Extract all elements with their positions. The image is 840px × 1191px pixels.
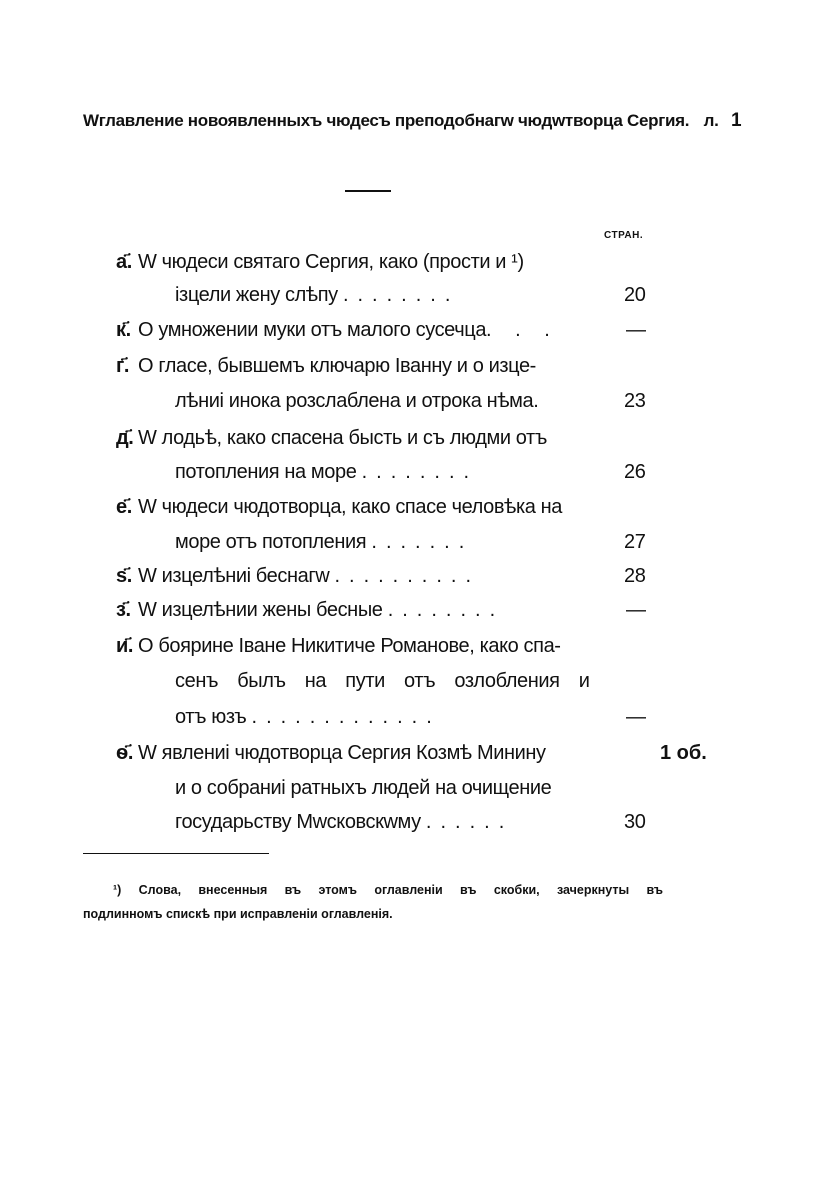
entry-line: море отъ потопления	[175, 531, 367, 553]
entry-page: 27	[624, 531, 646, 553]
footnote-marker: ¹)	[113, 883, 122, 897]
entry-page: 26	[624, 461, 646, 483]
footnote-rule	[83, 853, 269, 854]
footnote-line-2: подлинномъ спискѣ при исправленіи оглавленія.	[83, 907, 393, 921]
dot-leader: ........	[387, 599, 505, 621]
leaf-number: 1	[730, 110, 742, 131]
footnote-text: Слова, внесенныя въ этомъ оглавленіи въ скобки, зачеркнуты въ	[138, 883, 663, 897]
entry-line-with-leader	[175, 810, 513, 834]
header-title: Wглавление новоявленныхъ чюдесъ преподобнагw чюдwтворца Сергия.	[83, 111, 690, 130]
entry-number: ѳ҃.	[116, 742, 133, 764]
footnote-line-1	[83, 878, 663, 902]
entry-line-with-leader	[138, 598, 504, 622]
entry-number: а҃.	[116, 251, 132, 273]
entry-line: О боярине Іване Никитиче Романове, како спа-	[138, 635, 561, 657]
entry-line: и о собраниі ратныхъ людей на очищение	[175, 777, 552, 799]
entry-line: О гласе, бывшемъ ключарю Іванну и о изце-	[138, 355, 536, 377]
entry-number: з҃.	[116, 599, 131, 621]
entry-number: и҃.	[116, 635, 134, 657]
page-column-label: СТРАН.	[604, 230, 644, 241]
entry-line: W изцелѣниі беснагw	[138, 565, 330, 587]
entry-line: W чюдеси святаго Сергия, како (прости и ¹)	[138, 251, 524, 273]
entry-page: 30	[624, 811, 646, 833]
entry-number: ѕ҃.	[116, 565, 132, 587]
header-rule	[345, 190, 391, 192]
dot-leader: .............	[251, 706, 441, 728]
footnote	[83, 878, 663, 926]
entry-line-with-leader	[175, 283, 459, 307]
leaf-label: л.	[703, 111, 719, 130]
entry-number: г҃.	[116, 355, 130, 377]
entry-line: потопления на море	[175, 461, 357, 483]
entry-line: лѣниі инока розслаблена и отрока нѣма.	[175, 390, 539, 412]
entry-page: —	[626, 319, 646, 341]
dot-leader: ..........	[334, 565, 481, 587]
dot-leader: ........	[342, 284, 460, 306]
entry-line: государьству Мwсковскwму	[175, 811, 421, 833]
entry-line-with-leader	[138, 318, 559, 342]
entry-number: д҃.	[116, 427, 134, 449]
entry-line: О умножении муки отъ малого сусечца	[138, 319, 487, 341]
entry-line-with-leader	[175, 530, 473, 554]
dot-leader: ......	[425, 811, 514, 833]
page-header	[83, 110, 741, 132]
entry-page: 20	[624, 284, 646, 306]
entry-number: е҃.	[116, 496, 132, 518]
entry-line: W изцелѣнии жены бесные	[138, 599, 383, 621]
entry-number: к҃.	[116, 319, 131, 341]
dot-leader: . . .	[486, 319, 559, 341]
entry-line: отъ юзъ	[175, 706, 247, 728]
entry-line-with-leader	[175, 460, 478, 484]
entry-line: сенъ былъ на пути отъ озлобления и	[175, 670, 590, 692]
dot-leader: ........	[361, 461, 479, 483]
dot-leader: .......	[371, 531, 474, 553]
entry-extra-page: 1 об.	[660, 742, 707, 764]
entry-line: ізцели жену слѣпу	[175, 284, 338, 306]
entry-page: 28	[624, 565, 646, 587]
entry-page: —	[626, 599, 646, 621]
entry-line: W явлениі чюдотворца Сергия Козмѣ Минину	[138, 742, 546, 764]
entry-page: 23	[624, 390, 646, 412]
entry-page: —	[626, 706, 646, 728]
entry-line: W лодьѣ, како спасена бысть и съ людми отъ	[138, 427, 547, 449]
entry-line: W чюдеси чюдотворца, како спасе человѣка на	[138, 496, 562, 518]
entry-line-with-leader	[138, 564, 480, 588]
entry-line-with-leader	[175, 705, 441, 729]
